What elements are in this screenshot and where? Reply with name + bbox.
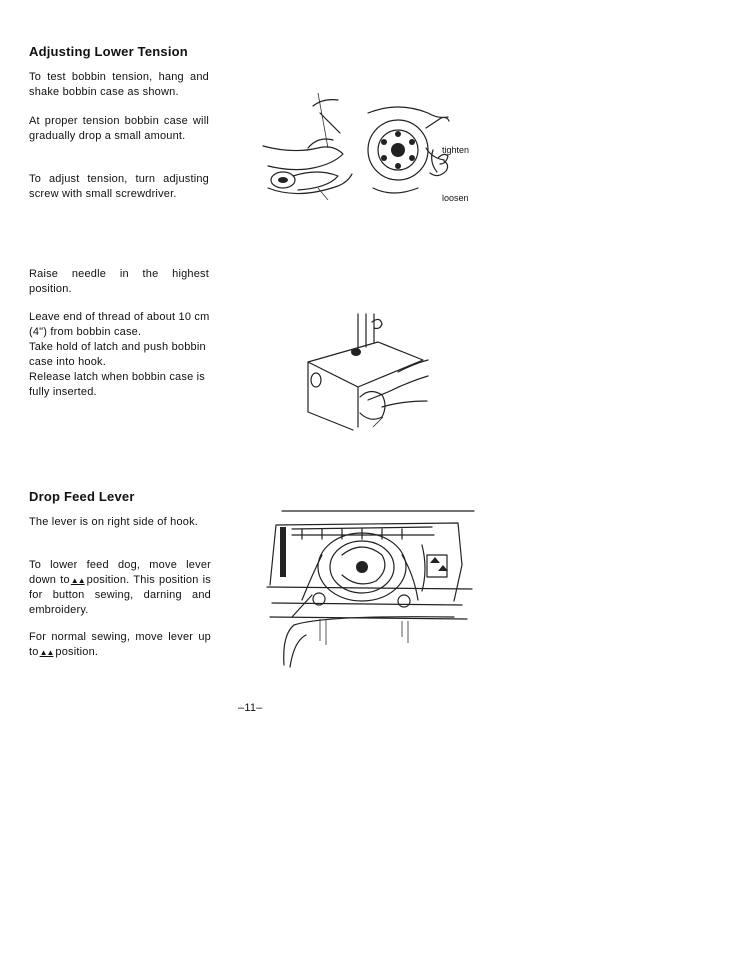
tension-test-text: To test bobbin tension, hang and shake bobbin case as shown. xyxy=(29,71,209,98)
lower-feed-dog-text-b: position. xyxy=(86,574,130,586)
insert-bobbin-line-2: Take hold of latch and push bobbin case into hook. xyxy=(29,341,206,368)
lower-feed-dog-text xyxy=(29,558,211,618)
bobbin-insertion-illustration xyxy=(298,312,433,432)
insert-bobbin-text xyxy=(29,310,213,400)
feed-dog-up-symbol-icon: ▲▲ xyxy=(39,648,54,657)
normal-sewing-text xyxy=(29,630,211,660)
insert-bobbin-line-3: Release latch when bobbin case is fully inserted. xyxy=(29,371,205,398)
lower-feed-dog-text-a: To lower feed dog, move lever down to xyxy=(29,559,211,586)
label-tighten: tighten xyxy=(442,145,470,155)
insert-bobbin-line-1: Leave end of thread of about 10 cm (4") from bobbin case. xyxy=(29,311,210,338)
tension-adjust-text: To adjust tension, turn adjusting screw with small screwdriver. xyxy=(29,173,209,200)
drop-feed-lever-illustration xyxy=(262,505,477,675)
tension-proper-text: At proper tension bobbin case will gradually drop a small amount. xyxy=(29,115,209,142)
normal-sewing-text-b: position. xyxy=(55,646,99,658)
heading-adjusting-lower-tension: Adjusting Lower Tension xyxy=(29,44,188,59)
lever-location-text: The lever is on right side of hook. xyxy=(29,516,199,528)
label-loosen: loosen xyxy=(442,193,469,203)
normal-sewing-text-a: For normal sewing, move lever up to xyxy=(29,631,211,658)
page-number: –11– xyxy=(238,702,263,714)
feed-dog-down-symbol-icon: ▲▲ xyxy=(70,576,85,585)
lower-feed-dog-text-c: This position is for button sewing, darning and embroidery. xyxy=(29,574,212,616)
raise-needle-text: Raise needle in the highest position. xyxy=(29,268,209,295)
heading-drop-feed-lever: Drop Feed Lever xyxy=(29,489,135,504)
